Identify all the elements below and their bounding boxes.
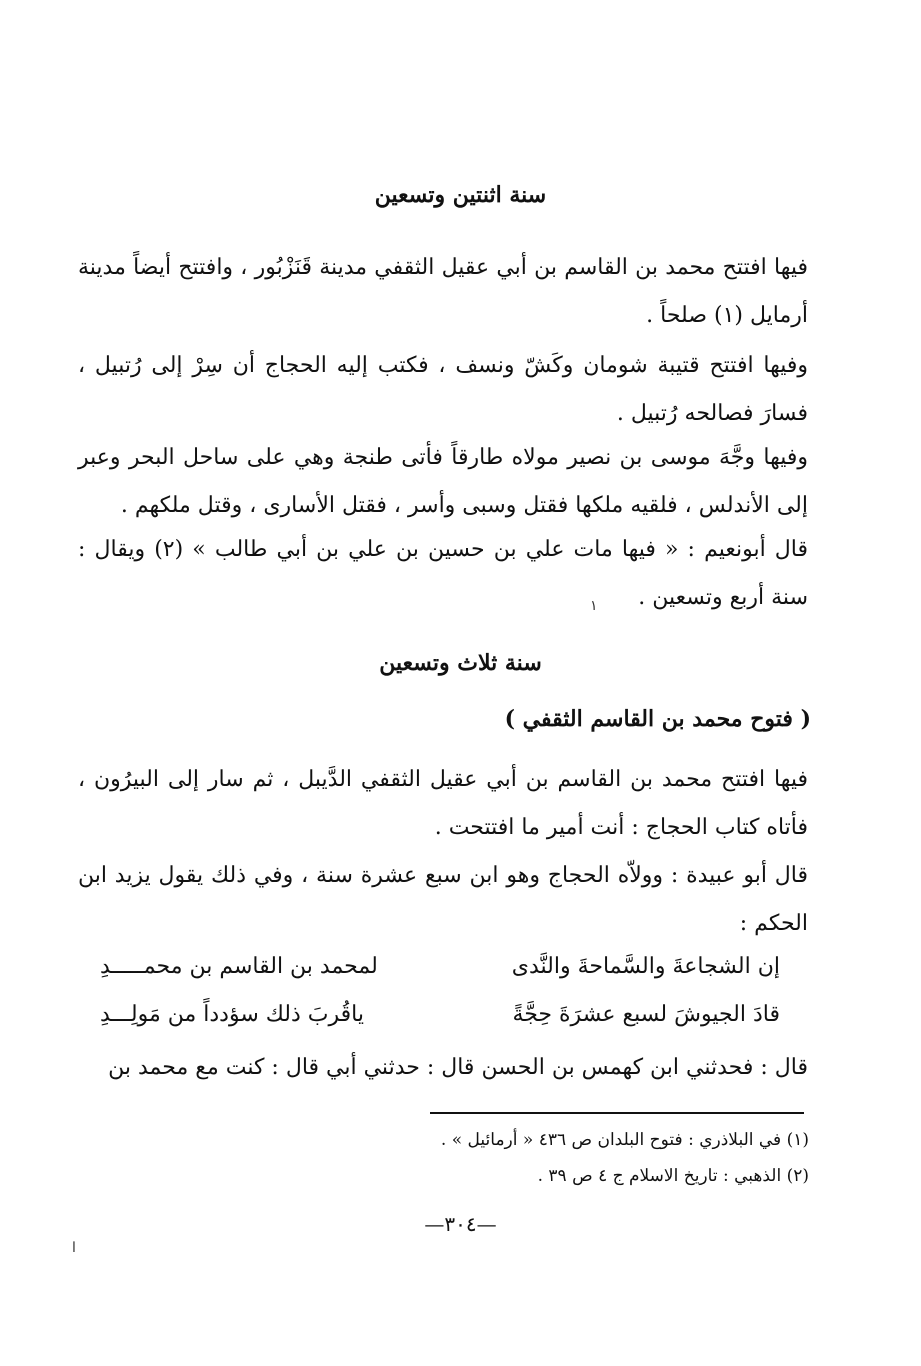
verse-line-1 [100,954,780,979]
paragraph-3: وفيها وجَّهَ موسى بن نصير مولاه طارقاً فأتى طنجة وهي على ساحل البحر وعبر إلى الأندلس ، فلقيه ملكها فقتل وسبى وأسر ، فقتل الأسارى ، وقتل ملكهم . [78,445,808,518]
verse-hemistich-second: لمحمد بن القاسم بن محمـــــدِ [100,954,378,979]
paragraph-6: قال أبو عبيدة : وولاّه الحجاج وهو ابن سبع عشرة سنة ، وفي ذلك يقول يزيد ابن الحكم : [78,863,808,936]
section-heading-93: سنة ثلاث وتسعين [379,650,542,676]
stray-mark: ا [72,1240,76,1256]
verse-line-2 [100,1002,780,1027]
paragraph-5: فيها افتتح محمد بن القاسم بن أبي عقيل الثقفي الدَّيبل ، ثم سار إلى البيرُون ، فأتاه كتاب الحجاج : أنت أمير ما افتتحت . [78,767,808,840]
stray-mark: ١ [590,598,598,614]
footnote-1: (١) في البلاذري : فتوح البلدان ص ٤٣٦ « أرمائيل » . [440,1130,809,1150]
paragraph-4: قال أبونعيم : « فيها مات علي بن حسين بن علي بن أبي طالب » (٢) ويقال : سنة أربع وتسعين . [78,537,808,610]
verse-hemistich-first: إن الشجاعةَ والسَّماحةَ والنَّدى [511,954,780,979]
paragraph-1: فيها افتتح محمد بن القاسم بن أبي عقيل الثقفي مدينة قَنَزْبُور ، وافتتح أيضاً مدينة أرمايل (١) صلحاً . [78,255,808,328]
paragraph-2: وفيها افتتح قتيبة شومان وكَشّ ونسف ، فكتب إليه الحجاج أن سِرْ إلى رُتبيل ، فسارَ فصالحه رُتبيل . [78,353,808,426]
verse-hemistich-first: قادَ الجيوشَ لسبع عشرَةَ حِجَّةً [512,1002,780,1027]
subsection-heading: ( فتوح محمد بن القاسم الثقفي ) [504,706,811,732]
section-heading-92: سنة اثنتين وتسعين [374,182,547,208]
paragraph-7: قال : فحدثني ابن كهمس بن الحسن قال : حدثني أبي قال : كنت مع محمد بن [108,1055,808,1080]
page-number: —٣٠٤— [424,1212,497,1236]
footnote-divider [430,1112,804,1114]
footnote-2: (٢) الذهبي : تاريخ الاسلام ج ٤ ص ٣٩ . [537,1166,809,1186]
verse-hemistich-second: ياقُربَ ذلك سؤدداً من مَولِـــدِ [100,1002,364,1027]
